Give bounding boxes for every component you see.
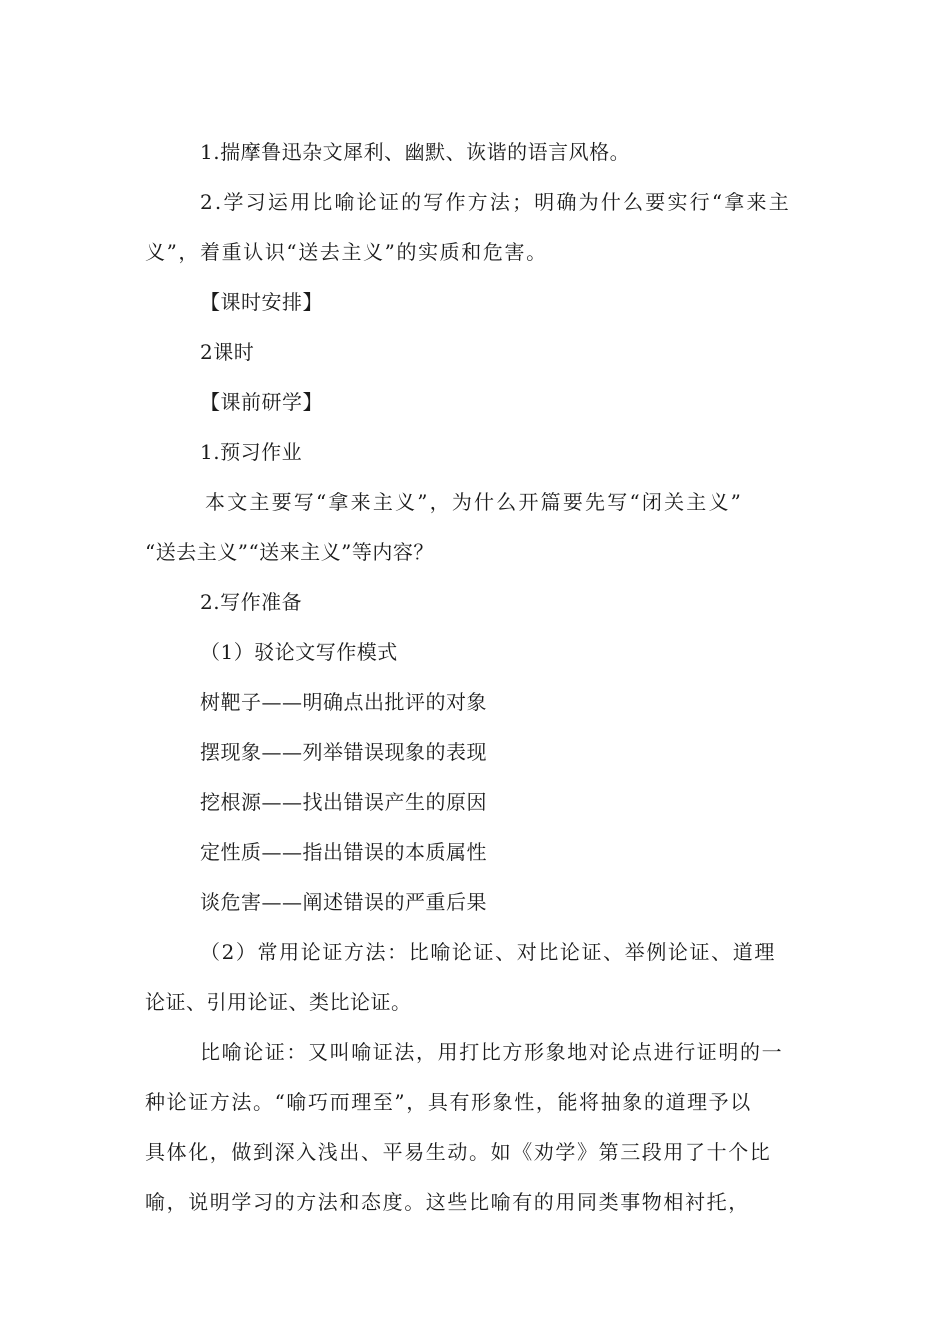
objective-2-line-1: 2.学习运用比喻论证的写作方法；明确为什么要实行“拿来主: [200, 190, 791, 214]
metaphor-line-3: 具体化，做到深入浅出、平易生动。如《劝学》第三段用了十个比: [145, 1140, 772, 1164]
metaphor-line-2: 种论证方法。“喻巧而理至”，具有形象性，能将抽象的道理予以: [145, 1090, 752, 1114]
preview-item-2: 2.写作准备: [200, 590, 303, 614]
metaphor-line-1: 比喻论证：又叫喻证法，用打比方形象地对论点进行证明的一: [200, 1040, 784, 1064]
methods-line-2: 论证、引用论证、类比论证。: [145, 990, 412, 1014]
preview-question-line-1: 本文主要写“拿来主义”，为什么开篇要先写“闭关主义”: [205, 490, 744, 514]
mode-step-1: 树靶子——明确点出批评的对象: [200, 690, 487, 714]
objective-2-line-2: 义”，着重认识“送去主义”的实质和危害。: [145, 240, 548, 264]
mode-title: （1）驳论文写作模式: [200, 640, 398, 664]
objective-1: 1.揣摩鲁迅杂文犀利、幽默、诙谐的语言风格。: [200, 140, 631, 164]
preview-question-line-2: “送去主义”“送来主义”等内容？: [145, 540, 434, 564]
metaphor-line-4: 喻，说明学习的方法和态度。这些比喻有的用同类事物相衬托，: [145, 1190, 750, 1214]
preview-item-1: 1.预习作业: [200, 440, 303, 464]
methods-line-1: （2）常用论证方法：比喻论证、对比论证、举例论证、道理: [200, 940, 776, 964]
mode-step-5: 谈危害——阐述错误的严重后果: [200, 890, 487, 914]
mode-step-3: 挖根源——找出错误产生的原因: [200, 790, 487, 814]
mode-step-2: 摆现象——列举错误现象的表现: [200, 740, 487, 764]
schedule-text: 2课时: [200, 340, 255, 364]
heading-preview: 【课前研学】: [200, 390, 323, 414]
mode-step-4: 定性质——指出错误的本质属性: [200, 840, 487, 864]
heading-schedule: 【课时安排】: [200, 290, 323, 314]
